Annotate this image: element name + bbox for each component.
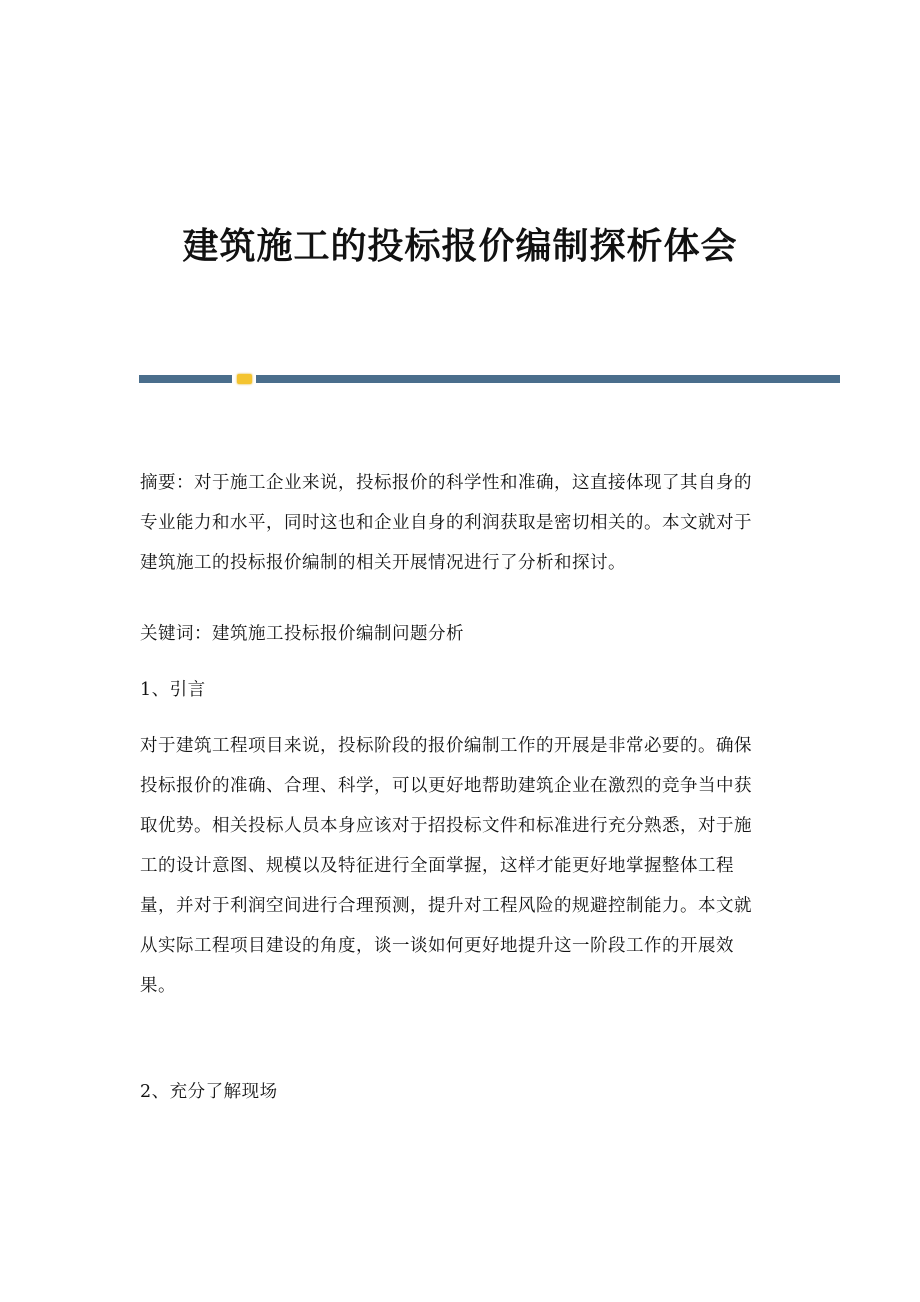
intro-line: 对于建筑工程项目来说，投标阶段的报价编制工作的开展是非常必要的。确保 — [140, 736, 752, 756]
intro-line: 工的设计意图、规模以及特征进行全面掌握，这样才能更好地掌握整体工程 — [140, 856, 734, 876]
divider-left — [139, 375, 232, 383]
divider-right — [256, 375, 840, 383]
divider-ornament — [237, 374, 252, 384]
section-heading-1: 1、引言 — [140, 680, 206, 700]
intro-paragraph — [140, 726, 780, 1006]
intro-line: 量，并对于利润空间进行合理预测，提升对工程风险的规避控制能力。本文就 — [140, 896, 752, 916]
keywords: 关键词：建筑施工投标报价编制问题分析 — [140, 624, 464, 644]
abstract-line: 专业能力和水平，同时这也和企业自身的利润获取是密切相关的。本文就对于 — [140, 513, 752, 533]
intro-line: 果。 — [140, 976, 176, 996]
abstract — [140, 463, 780, 583]
abstract-line: 建筑施工的投标报价编制的相关开展情况进行了分析和探讨。 — [140, 553, 626, 573]
section-heading-2: 2、充分了解现场 — [140, 1082, 278, 1102]
intro-line: 投标报价的准确、合理、科学，可以更好地帮助建筑企业在激烈的竞争当中获 — [140, 776, 752, 796]
intro-line: 取优势。相关投标人员本身应该对于招投标文件和标准进行充分熟悉，对于施 — [140, 816, 752, 836]
document-title: 建筑施工的投标报价编制探析体会 — [182, 225, 738, 267]
abstract-line: 摘要：对于施工企业来说，投标报价的科学性和准确，这直接体现了其自身的 — [140, 473, 752, 493]
intro-line: 从实际工程项目建设的角度，谈一谈如何更好地提升这一阶段工作的开展效 — [140, 936, 734, 956]
